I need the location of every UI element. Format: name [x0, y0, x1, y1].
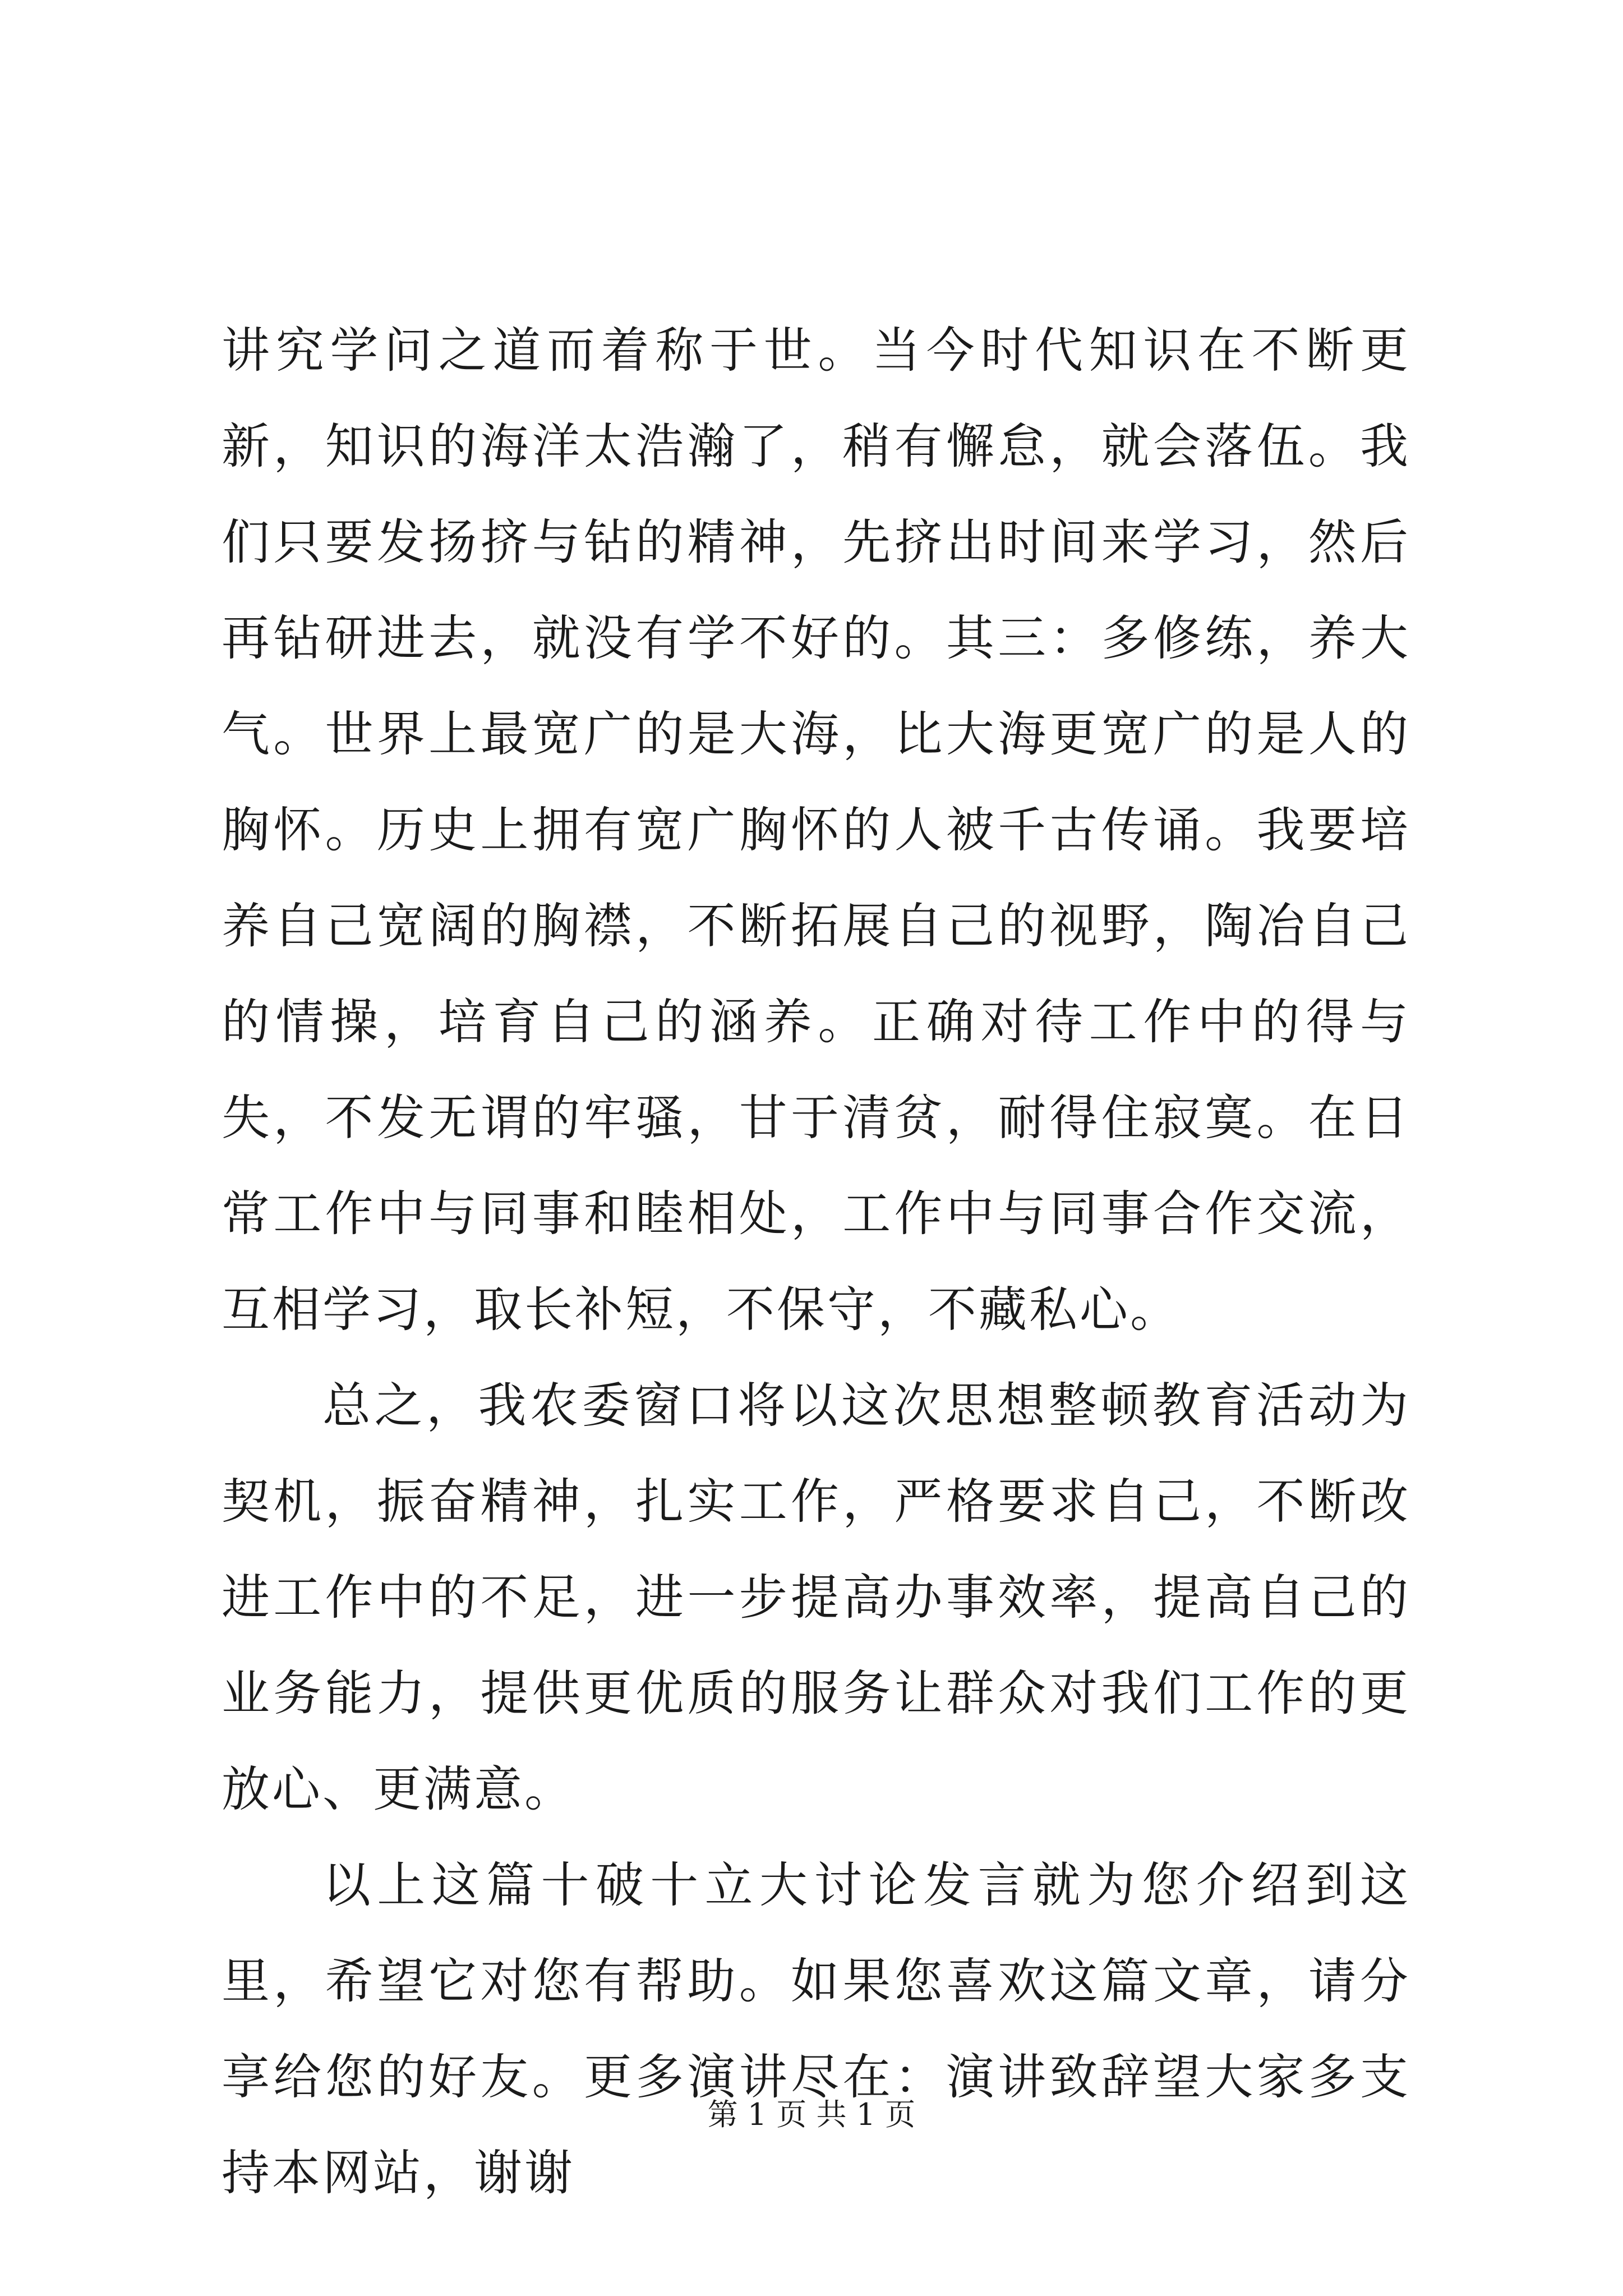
paragraph-conclusion: 总之，我农委窗口将以这次思想整顿教育活动为契机，振奋精神，扎实工作，严格要求自己，不断改进工作中的不足，进一步提高办事效率，提高自己的业务能力，提供更优质的服务让群众对我们工作的更放心、更满意。 [222, 1378, 1410, 1818]
paragraph-closing-note: 以上这篇十破十立大讨论发言就为您介绍到这里，希望它对您有帮助。如果您喜欢这篇文章，请分享给您的好友。更多演讲尽在：演讲致辞望大家多支持本网站，谢谢 [222, 1857, 1410, 2201]
document-body [222, 303, 1410, 2221]
page-footer: 第 1 页 共 1 页 [707, 2097, 916, 2132]
paragraph-continuation: 讲究学问之道而着称于世。当今时代知识在不断更新，知识的海洋太浩瀚了，稍有懈怠，就会落伍。我们只要发扬挤与钻的精神，先挤出时间来学习，然后再钻研进去，就没有学不好的。其三：多修练，养大气。世界上最宽广的是大海，比大海更宽广的是人的胸怀。历史上拥有宽广胸怀的人被千古传诵。我要培养自己宽阔的胸襟，不断拓展自己的视野，陶冶自己的情操，培育自己的涵养。正确对待工作中的得与失，不发无谓的牢骚，甘于清贫，耐得住寂寞。在日常工作中与同事和睦相处，工作中与同事合作交流，互相学习，取长补短，不保守，不藏私心。 [222, 323, 1410, 1338]
